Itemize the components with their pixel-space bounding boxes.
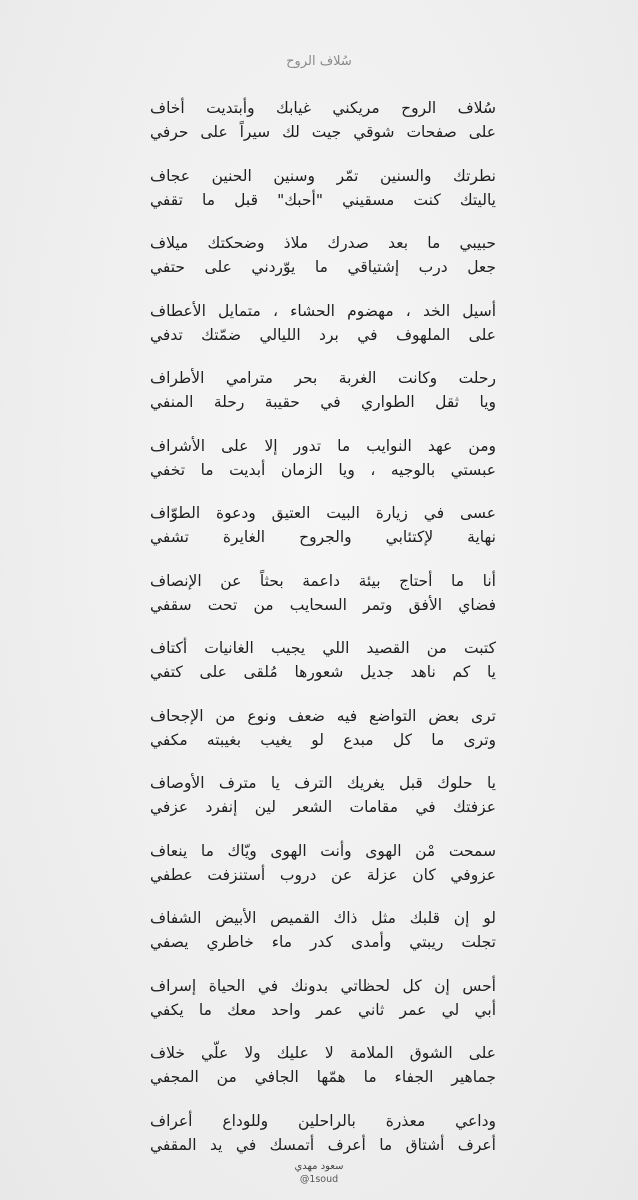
poem-stanza: [150, 704, 496, 770]
poem-stanza: [150, 434, 496, 500]
poem-verse: عبستي بالوجيه ، ويا الزمان أبديت ما تخفي: [150, 460, 496, 479]
poem-verse: رحلت وكانت الغربة بحر مترامي الأطراف: [150, 369, 496, 387]
poem-verse: أنا ما أحتاج بيئة داعمة بحثاً عن الإنصاف: [150, 571, 496, 590]
poem-verse: أبي لي عمر ثاني عمر واحد معك ما يكفي: [150, 1000, 496, 1019]
poem-stanza: [150, 1041, 496, 1107]
poem-verse: نهاية لإكتئابي والجروح الغايرة تشفي: [150, 528, 496, 546]
poem-verse: عزفتك في مقامات الشعر لين إنفرد عزفي: [150, 798, 496, 816]
poem-stanza: [150, 839, 496, 905]
author-name: سعود مهدي: [294, 1161, 344, 1172]
poem-stanza: [150, 771, 496, 837]
poem-verse: كتبت من القصيد اللي يجيب الغانيات أكتاف: [150, 639, 496, 657]
poem-verse: تجلت ريبتي وأمدى كدر ماء خاطري يصفي: [150, 933, 496, 951]
poem-verse: على الملهوف في برد الليالي ضمّتك تدفي: [150, 325, 496, 344]
poem-title: سُلاف الروح: [286, 54, 352, 69]
poem-verse: أسيل الخد ، مهضوم الحشاء ، متمايل الأعطاف: [150, 301, 496, 320]
poem-verse: وداعي معذرة بالراحلين وللوداع أعراف: [150, 1111, 496, 1130]
poem-verse: لو إن قلبك مثل ذاك القميص الأبيض الشفاف: [150, 909, 496, 927]
poem-verse: عسى في زيارة البيت العتيق ودعوة الطوّاف: [150, 504, 496, 522]
poem-verse: على صفحات شوقي جيت لك سيراً على حرفي: [150, 123, 496, 141]
poem-verse: جعل درب إشتياقي ما يوّردني على حتفي: [150, 258, 496, 276]
poem-verse: يا حلوك قبل يغريك الترف يا مترف الأوصاف: [150, 774, 496, 792]
poem-verse: يا كم ناهد جديل شعورها مُلقى على كتفي: [150, 663, 496, 681]
poem-verse: جماهير الجفاء ما همّها الجافي من المجفي: [150, 1068, 496, 1086]
poem-verse: وترى ما كل مبدع لو يغيب بغيبته مكفي: [150, 730, 496, 749]
poem-stanza: [150, 96, 496, 162]
signature: [0, 1160, 638, 1186]
poem-stanza: [150, 906, 496, 972]
poem-verse: ومن عهد النوايب ما تدور إلا على الأشراف: [150, 436, 496, 455]
poem-stanza: [150, 366, 496, 432]
poem-verse: عزوفي كان عزلة عن دروب أستنزفت عطفي: [150, 865, 496, 884]
poem-verse: فضاي الأفق وتمر السحايب من تحت سقفي: [150, 595, 496, 614]
poem-stanza: [150, 974, 496, 1040]
poem-stanza: [150, 299, 496, 365]
poem-verse: على الشوق الملامة لا عليك ولا علّي خلاف: [150, 1044, 496, 1062]
poem-body: [150, 96, 496, 1176]
poem-verse: سُلاف الروح مريكني غيابك وأبتديت أخاف: [150, 99, 496, 117]
poem-stanza: [150, 636, 496, 702]
poem-verse: أعرف أشتاق ما أعرف أتمسك في يد المقفي: [150, 1135, 496, 1154]
poem-stanza: [150, 164, 496, 230]
poem-verse: ياليتك كنت مسقيني "أحبك" قبل ما تقفي: [150, 190, 496, 209]
poem-verse: ترى بعض التواضع فيه ضعف ونوع من الإجحاف: [150, 706, 496, 725]
poem-stanza: [150, 501, 496, 567]
author-handle: @1soud: [299, 1174, 339, 1185]
poem-verse: نطرتك والسنين تمّر وسنين الحنين عجاف: [150, 166, 496, 185]
poem-verse: سمحت مْن الهوى وأنت الهوى ويّاك ما ينعاف: [150, 841, 496, 860]
poem-stanza: [150, 231, 496, 297]
poem-verse: أحس إن كل لحظاتي بدونك في الحياة إسراف: [150, 976, 496, 995]
poem-verse: حبيبي ما بعد صدرك ملاذ وضحكتك ميلاف: [150, 234, 496, 252]
poem-verse: ويا ثقل الطواري في حقيبة رحلة المنفي: [150, 393, 496, 411]
poem-stanza: [150, 569, 496, 635]
